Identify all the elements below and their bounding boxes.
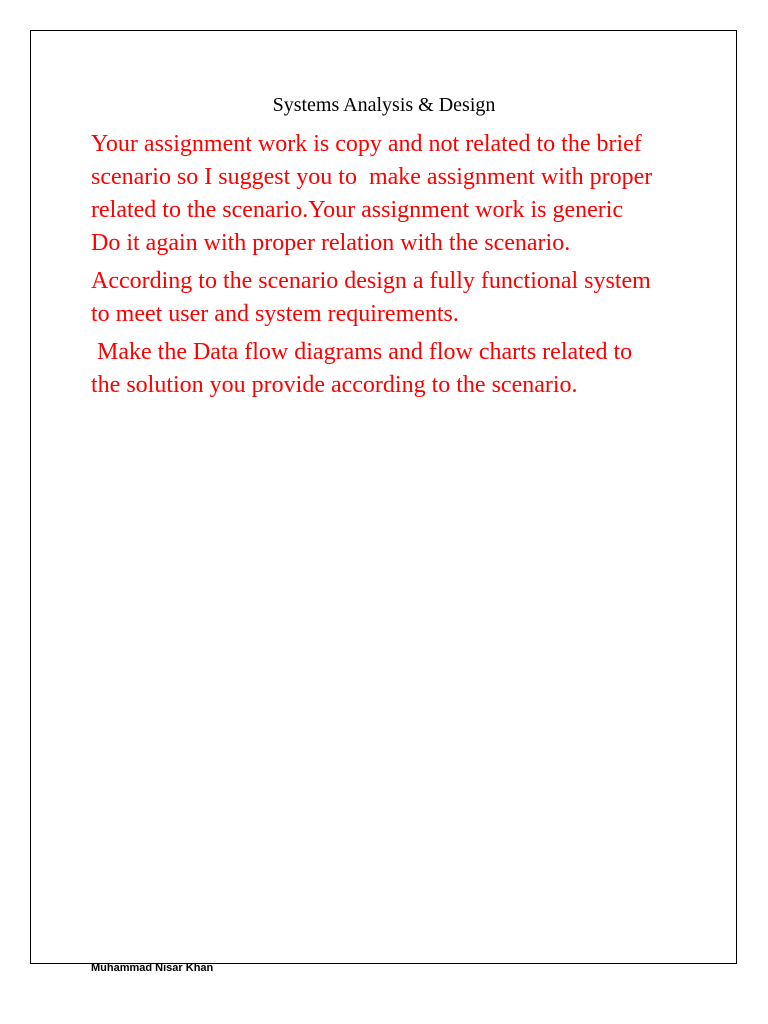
feedback-body xyxy=(91,128,711,407)
feedback-paragraph-2 xyxy=(91,265,711,331)
feedback-line: Do it again with proper relation with the scenario. xyxy=(91,230,571,256)
feedback-line: related to the scenario.Your assignment work is generic xyxy=(91,197,624,223)
feedback-line: According to the scenario design a fully functional system xyxy=(91,268,651,294)
document-title: Systems Analysis & Design xyxy=(272,94,496,116)
feedback-line: Your assignment work is copy and not related to the brief xyxy=(91,131,642,157)
feedback-line: the solution you provide according to the scenario. xyxy=(91,372,578,398)
feedback-paragraph-3 xyxy=(91,336,711,402)
footer-author: Muhammad Nisar Khan xyxy=(91,962,214,974)
feedback-line: to meet user and system requirements. xyxy=(91,301,459,327)
feedback-line: Make the Data flow diagrams and flow charts related to xyxy=(91,339,633,365)
feedback-paragraph-1 xyxy=(91,128,711,260)
feedback-line: scenario so I suggest you to make assignment with proper xyxy=(91,164,653,190)
